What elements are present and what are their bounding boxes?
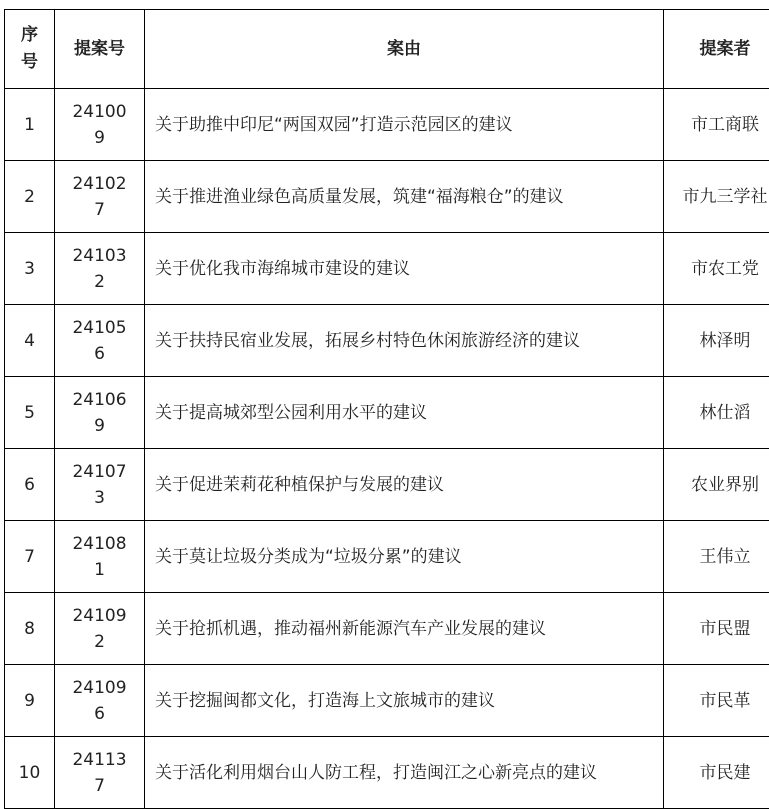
cell-subject: 关于提高城郊型公园利用水平的建议 xyxy=(145,377,664,449)
header-proposer: 提案者 xyxy=(664,10,769,89)
proposal-no-text: 241027 xyxy=(70,171,130,223)
proposal-table xyxy=(4,9,769,809)
table-row xyxy=(5,305,769,377)
cell-subject: 关于扶持民宿业发展，拓展乡村特色休闲旅游经济的建议 xyxy=(145,305,664,377)
cell-subject: 关于优化我市海绵城市建设的建议 xyxy=(145,233,664,305)
cell-proposer: 林仕滔 xyxy=(664,377,769,449)
cell-seq: 7 xyxy=(5,521,55,593)
cell-seq: 3 xyxy=(5,233,55,305)
cell-proposer: 市民盟 xyxy=(664,593,769,665)
cell-proposer: 王伟立 xyxy=(664,521,769,593)
cell-proposer: 市工商联 xyxy=(664,89,769,161)
cell-seq: 10 xyxy=(5,737,55,809)
table-row xyxy=(5,449,769,521)
cell-proposal-no xyxy=(55,449,145,521)
cell-proposal-no xyxy=(55,665,145,737)
header-subject: 案由 xyxy=(145,10,664,89)
table-row xyxy=(5,89,769,161)
cell-proposal-no xyxy=(55,233,145,305)
proposal-no-text: 241092 xyxy=(70,603,130,655)
proposal-no-text: 241096 xyxy=(70,675,130,727)
table-body xyxy=(5,89,769,809)
cell-proposal-no xyxy=(55,521,145,593)
cell-subject: 关于挖掘闽都文化，打造海上文旅城市的建议 xyxy=(145,665,664,737)
cell-proposal-no xyxy=(55,89,145,161)
cell-subject: 关于莫让垃圾分类成为“垃圾分累”的建议 xyxy=(145,521,664,593)
cell-proposer: 农业界别 xyxy=(664,449,769,521)
cell-proposal-no xyxy=(55,161,145,233)
header-proposal-no: 提案号 xyxy=(55,10,145,89)
proposal-no-text: 241137 xyxy=(70,747,130,799)
cell-subject: 关于推进渔业绿色高质量发展，筑建“福海粮仓”的建议 xyxy=(145,161,664,233)
cell-seq: 5 xyxy=(5,377,55,449)
proposal-no-text: 241069 xyxy=(70,387,130,439)
table-header xyxy=(5,10,769,89)
cell-seq: 6 xyxy=(5,449,55,521)
cell-proposal-no xyxy=(55,377,145,449)
cell-seq: 4 xyxy=(5,305,55,377)
cell-proposer: 市九三学社 xyxy=(664,161,769,233)
table-row xyxy=(5,377,769,449)
table-row xyxy=(5,161,769,233)
cell-seq: 1 xyxy=(5,89,55,161)
cell-proposer: 市农工党 xyxy=(664,233,769,305)
cell-subject: 关于抢抓机遇，推动福州新能源汽车产业发展的建议 xyxy=(145,593,664,665)
header-seq xyxy=(5,10,55,89)
proposal-no-text: 241056 xyxy=(70,315,130,367)
cell-proposal-no xyxy=(55,737,145,809)
table-row xyxy=(5,665,769,737)
proposal-no-text: 241032 xyxy=(70,243,130,295)
table-row xyxy=(5,521,769,593)
cell-proposal-no xyxy=(55,593,145,665)
table-row xyxy=(5,233,769,305)
cell-subject: 关于助推中印尼“两国双园”打造示范园区的建议 xyxy=(145,89,664,161)
cell-proposer: 市民革 xyxy=(664,665,769,737)
proposal-no-text: 241073 xyxy=(70,459,130,511)
cell-seq: 9 xyxy=(5,665,55,737)
cell-subject: 关于活化利用烟台山人防工程，打造闽江之心新亮点的建议 xyxy=(145,737,664,809)
header-row xyxy=(5,10,769,89)
header-seq-label: 序号 xyxy=(20,22,40,76)
proposal-no-text: 241009 xyxy=(70,99,130,151)
cell-seq: 8 xyxy=(5,593,55,665)
table-row xyxy=(5,593,769,665)
cell-seq: 2 xyxy=(5,161,55,233)
cell-proposer: 林泽明 xyxy=(664,305,769,377)
proposal-no-text: 241081 xyxy=(70,531,130,583)
table-row xyxy=(5,737,769,809)
cell-subject: 关于促进茉莉花种植保护与发展的建议 xyxy=(145,449,664,521)
cell-proposer: 市民建 xyxy=(664,737,769,809)
cell-proposal-no xyxy=(55,305,145,377)
